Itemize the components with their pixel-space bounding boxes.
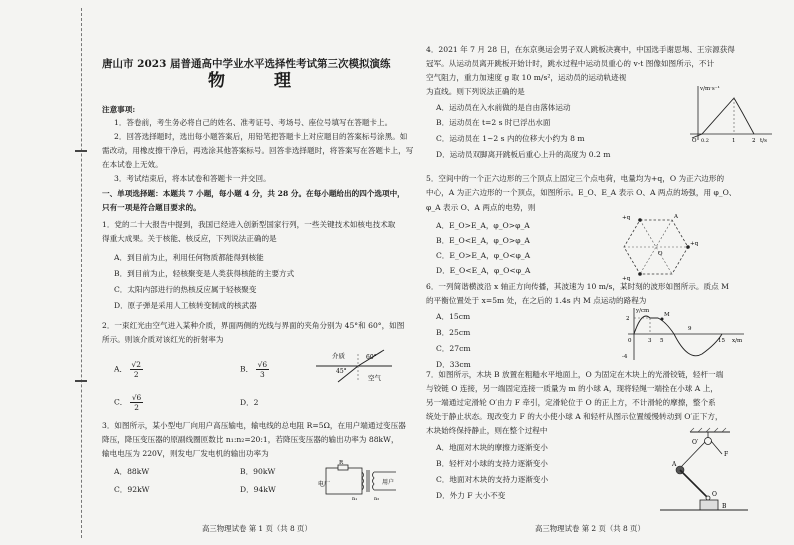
- pulley-figure: [660, 428, 750, 518]
- binding-mark: [75, 380, 87, 382]
- note-item: 需改动，用橡皮擦干净后，再选涂其他答案标号。回答非选择题时，将答案写在答题卡上，写: [102, 146, 414, 155]
- q4-stem: 为直线。则下列说法正确的是: [426, 87, 525, 96]
- q3-option-d: D．94kW: [240, 485, 276, 494]
- svg-text:B: B: [722, 503, 727, 510]
- svg-text:3: 3: [648, 338, 652, 344]
- svg-text:n₁: n₁: [352, 496, 358, 502]
- svg-text:+q: +q: [690, 241, 699, 247]
- svg-text:2: 2: [752, 138, 756, 144]
- svg-text:0: 0: [628, 338, 632, 344]
- q6-stem: 6．一列简谐横波沿 x 轴正方向传播，其波速为 10 m/s，某时刻的波形如图所示。质点 M: [426, 282, 729, 291]
- q1-option-d: D．原子弹是采用人工核转变制成的核武器: [114, 301, 257, 310]
- svg-text:y/cm: y/cm: [636, 308, 650, 314]
- q5-option-b: B．E_O<E_A，φ_O>φ_A: [436, 236, 530, 245]
- svg-text:60°: 60°: [366, 354, 377, 361]
- q5-option-c: C．E_O>E_A，φ_O<φ_A: [436, 251, 531, 260]
- q5-stem: φ_A 表示 O、A 两点的电势，则: [426, 203, 536, 212]
- q6-option-b: B．25cm: [436, 328, 471, 337]
- q3-stem: 降压，降压变压器的原副线圈匝数比 n₁:n₂=20:1，若降压变压器的输出功率为 88kW，: [102, 435, 399, 444]
- q2-stem: 所示。则该介质对该红光的折射率为: [102, 335, 224, 344]
- q1-option-c: C．太阳内部进行的热核反应属于轻核聚变: [114, 285, 257, 294]
- q3-option-b: B．90kW: [240, 467, 276, 476]
- q1-option-a: A．到目前为止，利用任何物质都能得到核能: [114, 253, 264, 262]
- q1-stem: 1．党的二十大报告中提到，我国已经进入创新型国家行列，一些关键技术如核电技术取: [102, 220, 396, 229]
- svg-text:+q: +q: [622, 276, 631, 282]
- svg-text:O: O: [712, 491, 717, 498]
- q6-stem: 的平衡位置处于 x=5m 处，在之后的 1.4s 内 M 点运动的路程为: [426, 296, 647, 305]
- svg-text:电厂: 电厂: [318, 481, 331, 488]
- q4-stem: 4．2021 年 7 月 28 日，在东京奥运会男子双人跳板决赛中，中国选手谢思埸、王宗源获得: [426, 45, 735, 54]
- q7-option-a: A．地面对木块的摩擦力逐渐变小: [436, 443, 548, 452]
- note-item: 在本试卷上无效。: [102, 160, 163, 169]
- q7-option-b: B．轻杆对小球的支持力逐渐变小: [436, 459, 548, 468]
- q4-option-c: C．运动员在 1~2 s 内的位移大小约为 8 m: [436, 134, 585, 143]
- q7-option-c: C．地面对木块的支持力逐渐变小: [436, 475, 549, 484]
- svg-text:介质: 介质: [332, 352, 345, 360]
- svg-text:R: R: [339, 460, 344, 466]
- q1-stem: 得重大成果。关于核能、核反应，下列说法正确的是: [102, 234, 277, 243]
- q6-option-d: D．33cm: [436, 360, 471, 369]
- svg-text:空气: 空气: [368, 374, 381, 382]
- binding-mark: [75, 150, 87, 152]
- q2-option-c: C． $\frac{√6}{2}$: [114, 393, 142, 412]
- q5-option-d: D．E_O<E_A，φ_O<φ_A: [436, 266, 531, 275]
- page-footer-right: 高三物理试卷 第 2 页（共 8 页）: [535, 524, 645, 533]
- page-footer-left: 高三物理试卷 第 1 页（共 8 页）: [202, 524, 312, 533]
- svg-text:9: 9: [688, 326, 692, 332]
- binding-line: [81, 8, 82, 538]
- svg-text:用户: 用户: [382, 479, 395, 486]
- q5-stem: 5．空间中的一个正六边形的三个顶点上固定三个点电荷，电量均为+q，O 为正六边形的: [426, 174, 725, 183]
- q5-option-a: A．E_O>E_A，φ_O>φ_A: [436, 221, 530, 230]
- exam-title: 唐山市 2023 届普通高中学业水平选择性考试第三次模拟演练: [102, 58, 391, 70]
- svg-text:x/m: x/m: [732, 338, 743, 344]
- q4-option-d: D．运动员双脚离开跳板后重心上升的高度为 0.2 m: [436, 150, 611, 159]
- svg-text:t/s: t/s: [760, 138, 767, 144]
- q7-option-d: D．外力 F 大小不变: [436, 491, 506, 500]
- q3-option-a: A．88kW: [114, 467, 150, 476]
- note-item: 1．答卷前，考生务必将自己的姓名、准考证号、考场号、座位号填写在答题卡上。: [114, 118, 393, 127]
- svg-text:O: O: [692, 138, 697, 144]
- q4-option-a: A．运动员在入水前做的是自由落体运动: [436, 103, 571, 112]
- q7-stem: 木块始终保持静止，则在整个过程中: [426, 426, 548, 435]
- q5-stem: 中心，A 为正六边形的一个顶点，如图所示。E_O、E_A 表示 O、A 两点的场强，用 φ_O、: [426, 188, 737, 197]
- svg-text:2: 2: [626, 316, 630, 322]
- svg-text:A: A: [674, 214, 678, 220]
- notes-heading: 注意事项:: [102, 105, 136, 114]
- svg-text:0.2: 0.2: [701, 138, 709, 144]
- svg-text:45°: 45°: [336, 368, 347, 375]
- svg-text:1: 1: [732, 138, 736, 144]
- note-item: 3．考试结束后，将本试卷和答题卡一并交回。: [114, 174, 271, 183]
- q7-stem: 另一端通过定滑轮 O′由力 F 牵引，定滑轮位于 O 的正上方，不计滑轮的摩擦，整个系: [426, 398, 716, 407]
- q4-option-b: B．运动员在 t=2 s 时已浮出水面: [436, 118, 551, 127]
- svg-text:O′: O′: [692, 439, 699, 446]
- q3-option-c: C．92kW: [114, 485, 150, 494]
- wave-graph: [618, 304, 748, 364]
- hexagon-figure: [616, 212, 706, 282]
- section-heading-cont: 只有一项是符合题目要求的。: [102, 203, 201, 212]
- q7-stem: 7．如图所示，木块 B 放置在粗糙水平地面上，O 为固定在木块上的光滑铰链，轻杆一端: [426, 370, 724, 379]
- svg-text:v/m·s⁻¹: v/m·s⁻¹: [700, 86, 720, 92]
- svg-text:O: O: [658, 251, 663, 257]
- q7-stem: 与铰链 O 连接，另一端固定连接一质量为 m 的小球 A，现将轻绳一端拴在小球 A 上，: [426, 384, 718, 393]
- vt-graph: [682, 82, 774, 142]
- transmission-figure: [318, 462, 400, 502]
- refraction-figure: [312, 346, 394, 386]
- svg-text:-4: -4: [622, 354, 628, 360]
- section-heading: 一、单项选择题：本题共 7 小题，每小题 4 分，共 28 分。在每小题给出的四个选项中，: [102, 189, 405, 198]
- q2-option-b: B． $\frac{√6}{3}$: [240, 360, 268, 379]
- q7-stem: 统处于静止状态。现改变力 F 的大小使小球 A 和轻杆从图示位置缓慢转动到 O′正下方，: [426, 412, 723, 421]
- q3-stem: 3．如图所示，某小型电厂向用户高压输电，输电线的总电阻 R=5Ω，在用户端通过变压器: [102, 421, 406, 430]
- q2-option-d: D．2: [240, 398, 259, 407]
- q2-option-a: A． $\frac{√2}{2}$: [114, 360, 141, 379]
- q3-stem: 输电电压为 220V，则发电厂发电机的输出功率为: [102, 449, 269, 458]
- q2-stem: 2．一束红光由空气进入某种介质，界面两侧的光线与界面的夹角分别为 45°和 60°，如图: [102, 321, 405, 330]
- svg-text:F: F: [724, 451, 729, 458]
- q4-stem: 空气阻力，重力加速度 g 取 10 m/s²，运动员的运动轨迹视: [426, 73, 627, 82]
- q1-option-b: B．到目前为止，轻核聚变是人类获得核能的主要方式: [114, 269, 295, 278]
- svg-text:n₂: n₂: [374, 496, 380, 502]
- subject-title: 物 理: [208, 71, 307, 91]
- note-item: 2．回答选择题时，选出每小题答案后，用铅笔把答题卡上对应题目的答案标号涂黑。如: [114, 132, 408, 141]
- svg-text:M: M: [664, 312, 670, 318]
- q6-option-c: C．27cm: [436, 344, 471, 353]
- svg-text:15: 15: [718, 338, 725, 344]
- svg-text:5: 5: [660, 338, 664, 344]
- q4-stem: 冠军。从运动员离开跳板开始计时，跳水过程中运动员重心的 v-t 图像如图所示，不计: [426, 59, 715, 68]
- binding-margin: [0, 0, 92, 545]
- q6-option-a: A．15cm: [436, 312, 471, 321]
- svg-text:+q: +q: [622, 215, 631, 221]
- svg-text:A: A: [672, 461, 677, 468]
